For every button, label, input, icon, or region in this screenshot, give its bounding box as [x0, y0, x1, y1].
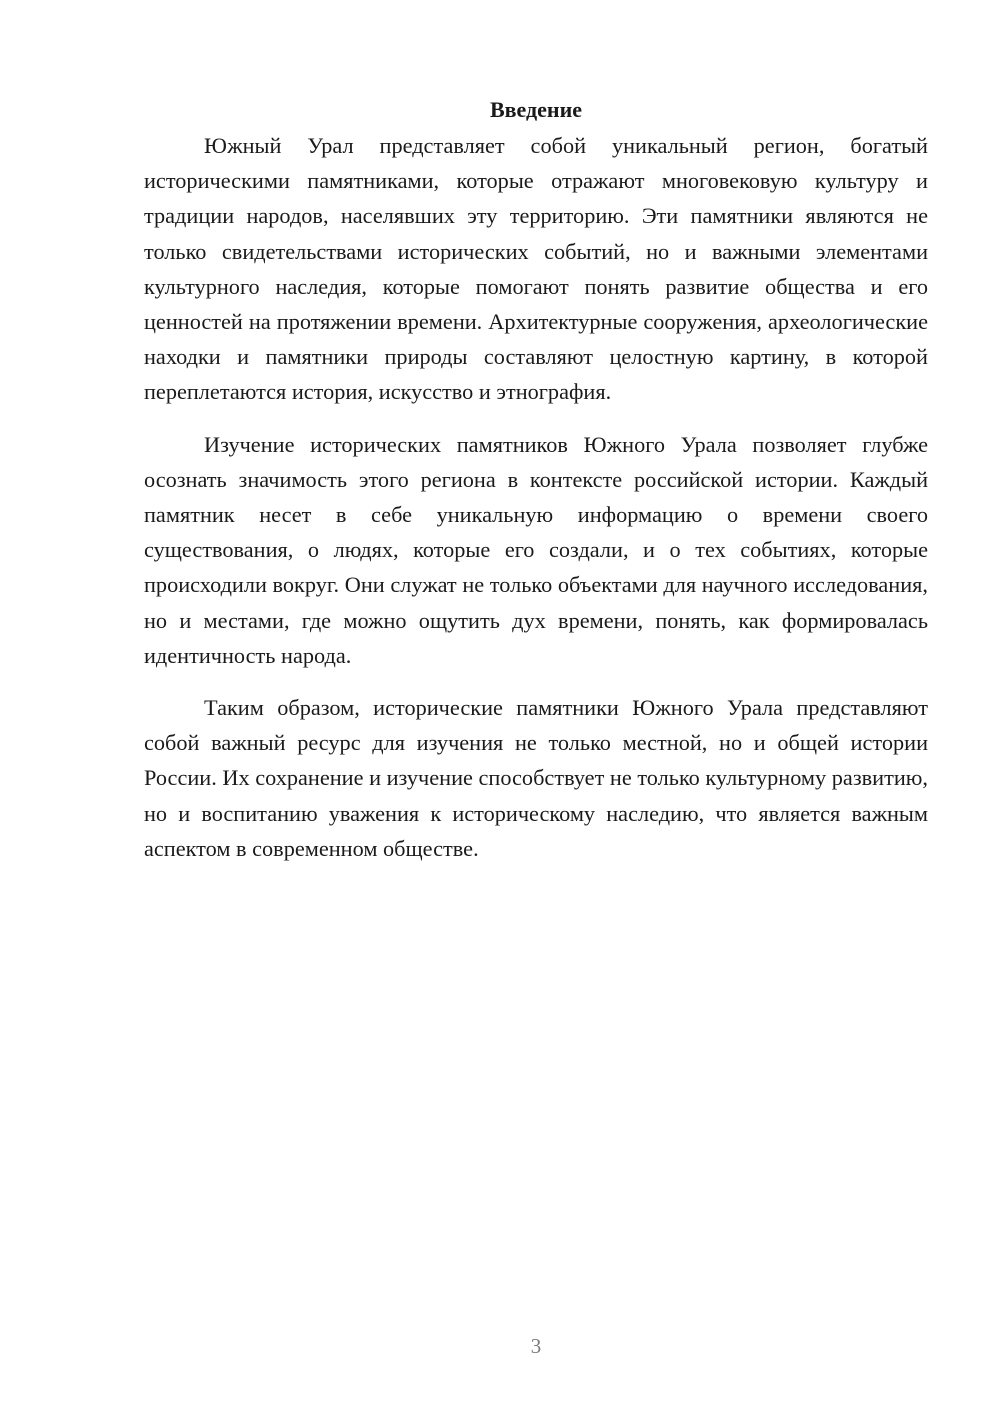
- paragraph-study: Изучение исторических памятников Южного Урала позволяет глубже осознать значимость этого региона в контексте российской истории. Каждый памятник несет в себе уникальную информацию о времени своего существования, о людях, которые его создали, и о тех событиях, которые происходили вокруг. Они служат не только объектами для научного исследования, но и местами, где можно ощутить дух времени, понять, как формировалась идентичность народа.: [144, 431, 928, 668]
- page-number: 3: [530, 1334, 542, 1358]
- page-content: [144, 92, 928, 866]
- paragraph-conclusion: Таким образом, исторические памятники Южного Урала представляют собой важный ресурс для изучения не только местной, но и общей истории России. Их сохранение и изучение способствует не только культурному развитию, но и воспитанию уважения к историческому наследию, что является важным аспектом в современном обществе.: [144, 695, 928, 861]
- paragraph-intro: Южный Урал представляет собой уникальный регион, богатый историческими памятниками, которые отражают многовековую культуру и традиции народов, населявших эту территорию. Эти памятники являются не только свидетельствами исторических событий, но и важными элементами культурного наследия, которые помогают понять развитие общества и его ценностей на протяжении времени. Архитектурные сооружения, археологические находки и памятники природы составляют целостную картину, в которой переплетаются история, искусство и этнография.: [144, 133, 928, 405]
- section-title: Введение: [489, 97, 583, 122]
